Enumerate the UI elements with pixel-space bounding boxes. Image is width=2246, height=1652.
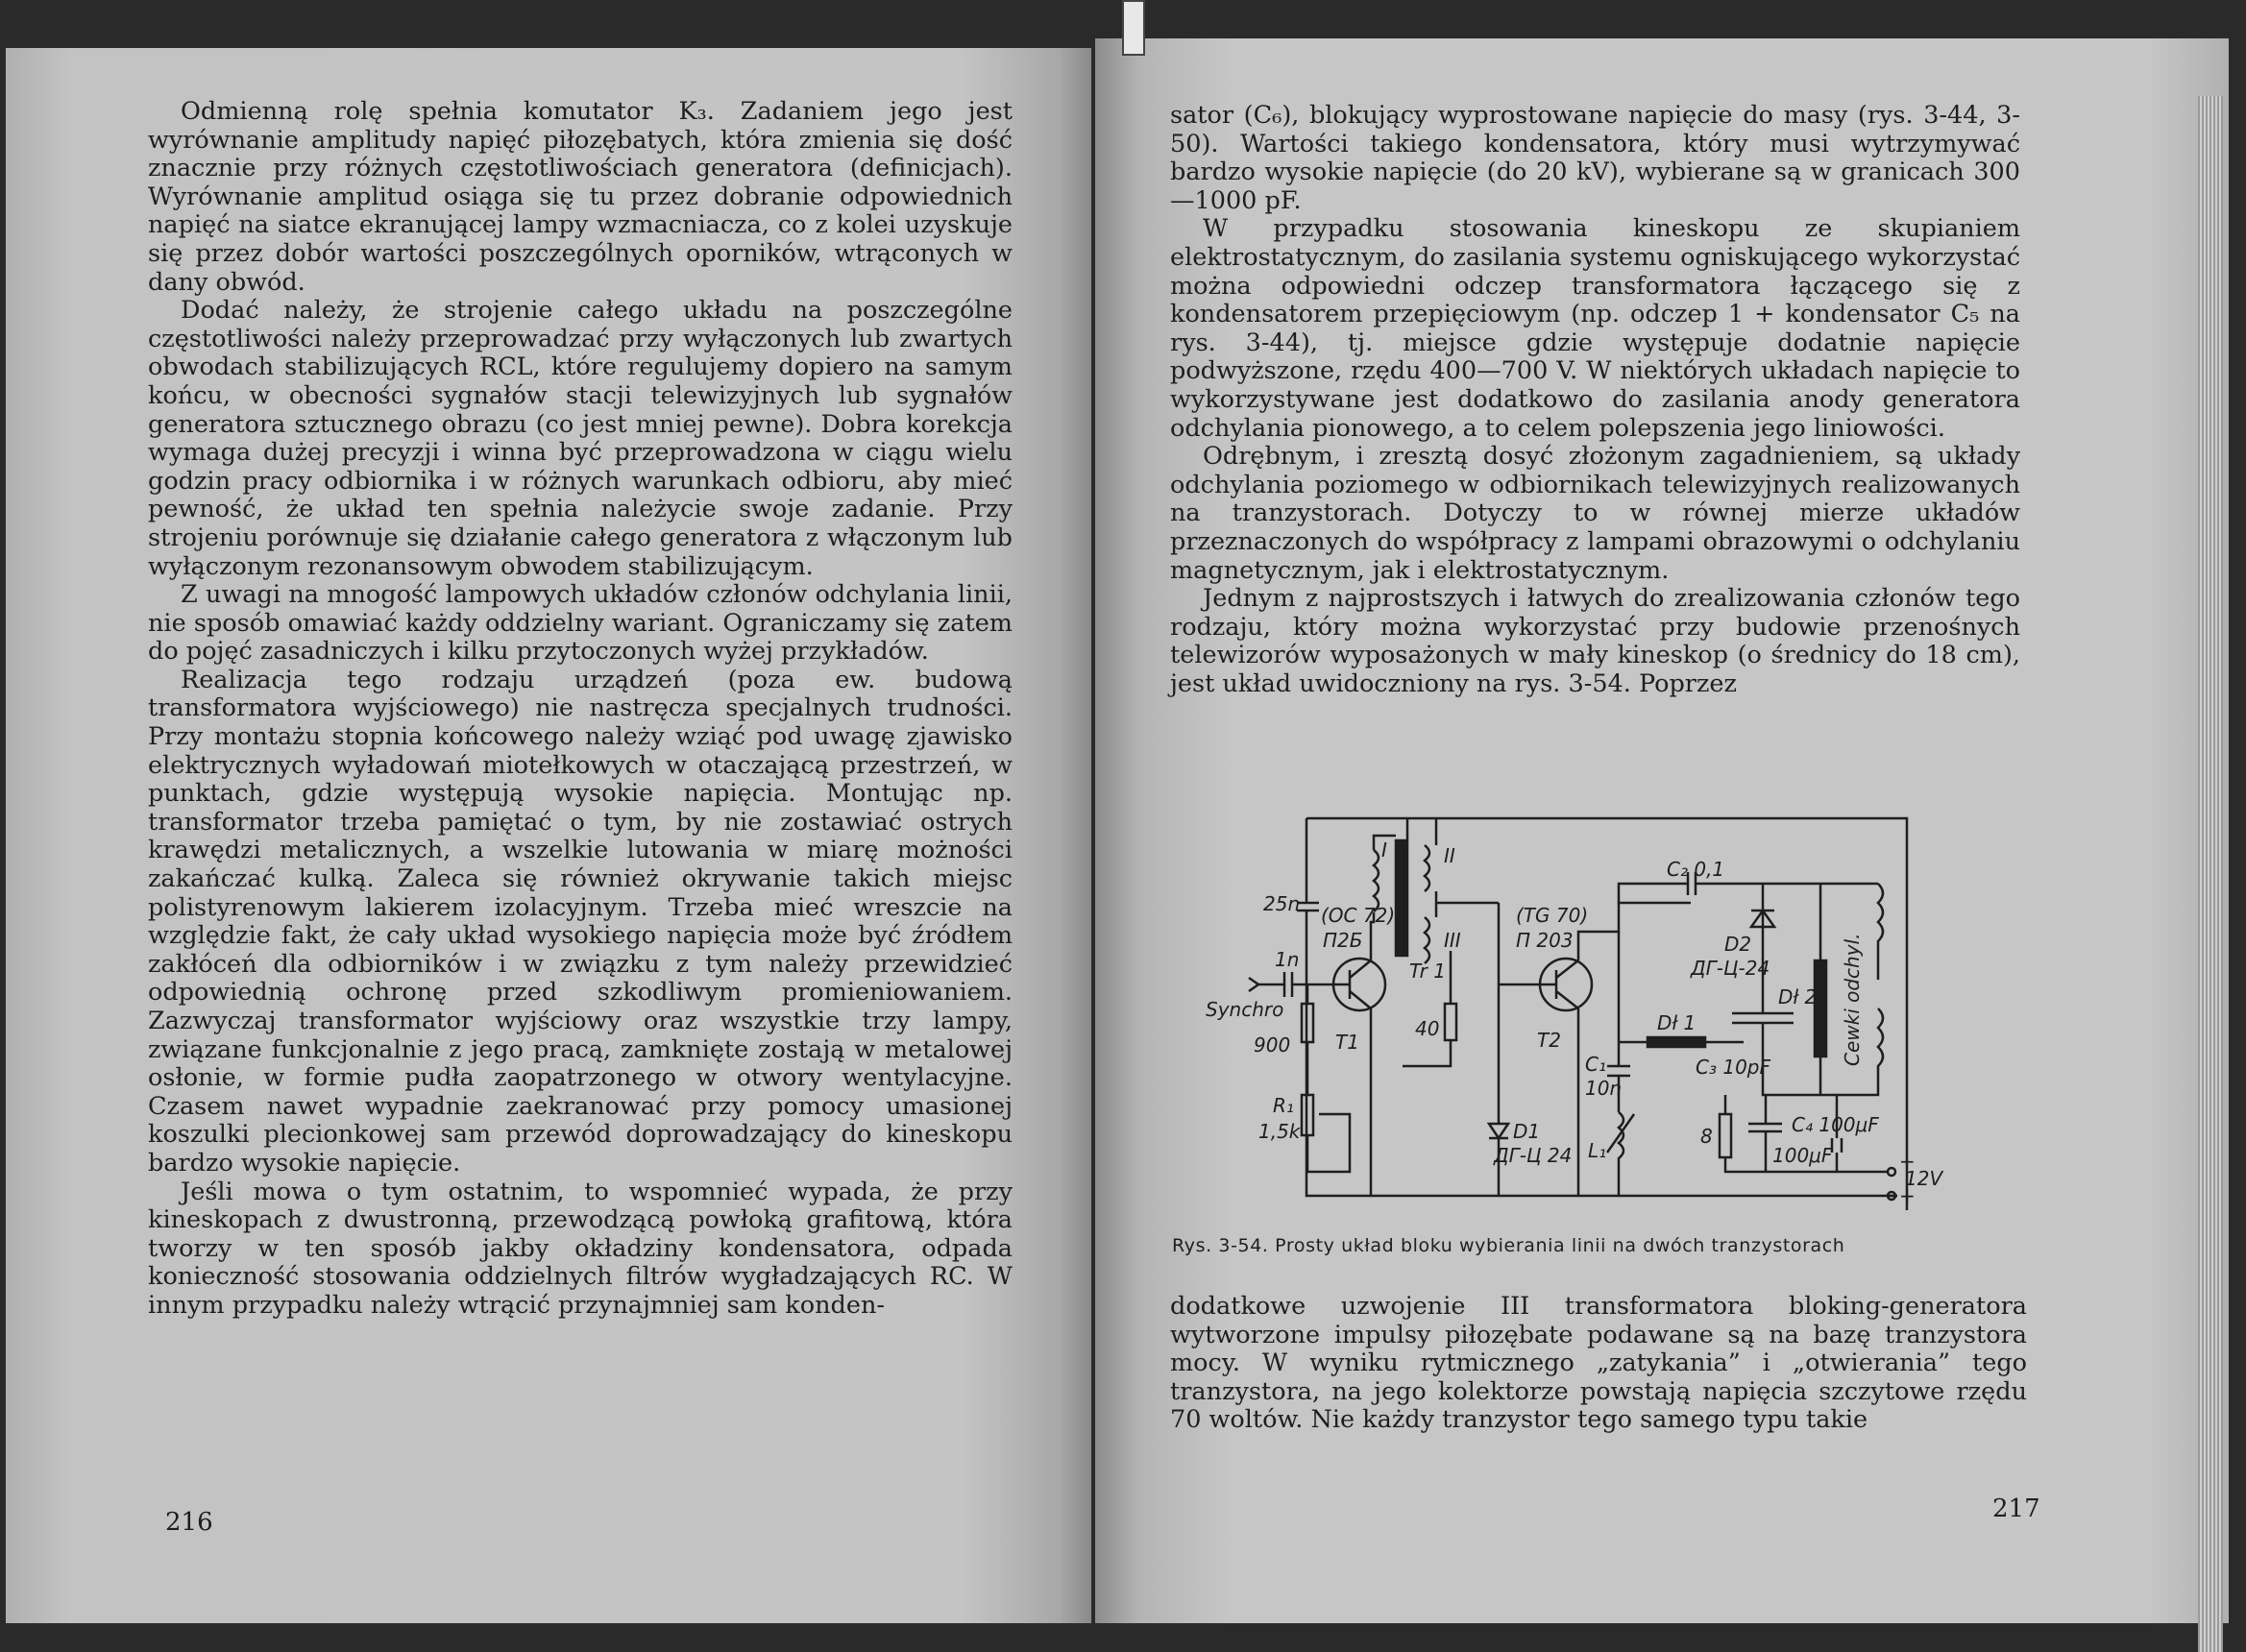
paragraph: dodatkowe uzwojenie III transformatora bloking-generatora wytworzone impulsy piłozębate podawane są na bazę tranzystora mocy. W wyniku rytmicznego „zatykania” i „otwierania” tego tranzystora, na jego kolektorze powstają napięcia szczytowe rzędu 70 woltów. Nie każdy tranzystor tego samego typu takie (1170, 1292, 2027, 1435)
paragraph: Odmienną rolę spełnia komutator K₃. Zadaniem jego jest wyrównanie amplitudy napięć piłozębatych, która zmienia się dość znacznie przy różnych częstotliwościach generatora (definicjach). Wyrównanie amplitud osiąga się tu przez dobranie odpowiednich napięć na siatce ekranującej lampy wzmacniacza, co z kolei uzyskuje się przez dobór wartości poszczególnych oporników, wtrąconych w dany obwód. (148, 97, 1013, 297)
c1n-capacitor (1258, 972, 1326, 997)
choke-dl2 (1815, 960, 1826, 1057)
label-synchro: Synchro (1206, 998, 1284, 1021)
label-c4: C₄ 100μF (1792, 1113, 1879, 1136)
label-plus: + (1899, 1184, 1916, 1207)
label-tr1: Tr 1 (1409, 960, 1446, 983)
t2-leads (1499, 960, 1578, 1008)
choke-dl1 (1648, 1037, 1705, 1047)
bookmark-tab (1122, 0, 1145, 56)
label-minus: − (1899, 1150, 1916, 1173)
l1-adjust (1607, 1114, 1634, 1153)
deflection-coil-top (1878, 884, 1883, 980)
transformer-core (1396, 840, 1407, 956)
label-t1-code: П2Б (1323, 929, 1363, 952)
coil-l1 (1619, 1112, 1623, 1196)
label-c25n: 25n (1263, 892, 1301, 915)
synchro-input-arrow (1249, 978, 1258, 991)
label-d2-type: ДГ-Ц-24 (1691, 957, 1770, 980)
page-number-left: 216 (165, 1508, 213, 1537)
label-dl2: Dł 2 (1778, 985, 1818, 1008)
paragraph: Jednym z najprostszych i łatwych do zrealizowania członów tego rodzaju, który można wykorzystać przy budowie przenośnych telewizorów wyposażonych w mały kineskop (o średnicy do 18 cm), jest układ uwidoczniony na rys. 3-54. Poprzez (1170, 584, 2020, 698)
label-c2: C₂ 0,1 (1667, 858, 1725, 881)
c2-capacitor (1619, 872, 1878, 903)
supply-minus-terminal (1888, 1168, 1895, 1176)
t2-collector-wire (1578, 903, 1691, 960)
winding-i (1374, 850, 1379, 911)
winding-ii (1425, 845, 1429, 891)
right-page-text-top (1170, 102, 2020, 698)
label-c1: C₁ (1585, 1053, 1606, 1076)
label-t2: T2 (1537, 1029, 1561, 1052)
paragraph: Jeśli mowa o tym ostatnim, to wspomnieć wypada, że przy kineskopach z dwustronną, przewodzącą powłoką grafitową, która tworzy w ten sposób jakby okładziny kondensatora, odpada konieczność stosowania oddzielnych filtrów wygładzających RC. W innym przypadku należy wtrącić przynajmniej sam konden- (148, 1177, 1013, 1320)
left-page-text (148, 98, 1013, 1321)
label-t2-type: (TG 70) (1516, 904, 1589, 927)
label-dl1: Dł 1 (1657, 1011, 1697, 1034)
paragraph: W przypadku stosowania kineskopu ze skupianiem elektrostatycznym, do zasilania systemu ogniskującego wykorzystać można odpowiedni odczep transformatora łączącego się z kondensatorem przepięciowym (np. odczep 1 + kondensator C₅ na rys. 3-44), tj. miejsce gdzie występuje dodatnie napięcie podwyższone, rzędu 400—700 V. W niektórych układach napięcie to wykorzystywane jest dodatkowo do zasilania anody generatora odchylania pionowego, a to celem polepszenia jego liniowości. (1170, 214, 2020, 443)
label-winding-i: I (1381, 838, 1387, 862)
paragraph: Odrębnym, i zresztą dosyć złożonym zagadnieniem, są układy odchylania poziomego w odbiornikach telewizyjnych realizowanych na tranzystorach. Dotyczy to w równej mierze układów przeznaczonych do współpracy z lampami obrazowymi o odchylaniu magnetycznym, jak i elektrostatycznym. (1170, 442, 2020, 585)
page-number-right: 217 (1992, 1494, 2040, 1523)
label-d1: D1 (1513, 1120, 1541, 1143)
label-t1: T1 (1335, 1031, 1359, 1054)
label-t1-type: (ОС 72) (1321, 904, 1396, 927)
c25n-capacitor (1297, 903, 1319, 911)
winding-iii (1425, 917, 1429, 963)
t1-leads (1326, 960, 1371, 1008)
label-r1-value: 1,5k (1258, 1120, 1301, 1143)
paragraph: Z uwagi na mnogość lampowych układów członów odchylania linii, nie sposób omawiać każdy oddzielny wariant. Ograniczamy się zatem do pojęć zasadniczych i kilku przytoczonych wyżej przykładów. (148, 580, 1013, 667)
label-12v: 12V (1905, 1167, 1943, 1190)
paragraph: Realizacja tego rodzaju urządzeń (poza ew. budową transformatora wyjściowego) nie nastręcza specjalnych trudności. Przy montażu stopnia końcowego należy wziąć pod uwagę zjawisko elektrycznych wyładowań miotełkowych w otaczającą przestrzeń, w punktach, gdzie występują wysokie napięcia. Montując np. transformator trzeba pamiętać o tym, by nie zostawiać ostrych krawędzi metalicznych, a wszelkie lutowania w miarę możności zakańczać kulką. Zaleca się również okrywanie takich miejsc polistyrenowym lakierem izolacyjnym. Trzeba mieć wreszcie na względzie fakt, że cały układ wysokiego napięcia może być źródłem zakłóceń dla odbiorników i w związku z tym należy przewidzieć odpowiednią ochronę przed szkodliwym promieniowaniem. Zazwyczaj transformator wyjściowy oraz wszystkie trzy lampy, związane funkcjonalnie z jego pracą, zamknięte zostają w metalowej osłonie, w formie pudła zaopatrzonego w otwory wentylacyjne. Czasem nawet wypadnie zaekranować przy pomocy umasionej koszulki plecionkowej sam przewód doprowadzający do kineskopu bardzo wysokie napięcie. (148, 665, 1013, 1178)
label-deflection-coils: Cewki odchyl. (1841, 933, 1864, 1066)
circuit-diagram (1206, 807, 1993, 1215)
page-edges (2198, 96, 2223, 1652)
paragraph: sator (C₆), blokujący wyprostowane napięcie do masy (rys. 3-44, 3-50). Wartości takiego kondensatora, który musi wytrzymywać bardzo wysokie napięcie (do 20 kV), wybierane są w granicach 300—1000 pF. (1170, 101, 2020, 215)
diode-d2 (1751, 884, 1774, 1013)
label-r8: 8 (1700, 1125, 1713, 1148)
label-l1: L₁ (1588, 1139, 1607, 1162)
c3-capacitor (1732, 1013, 1794, 1052)
label-c100: 100μF (1772, 1144, 1833, 1167)
label-t2-code: П 203 (1516, 929, 1574, 952)
label-c1n: 1n (1275, 948, 1300, 971)
label-winding-iii: III (1444, 929, 1461, 952)
paragraph: Dodać należy, że strojenie całego układu na poszczególne częstotliwości należy przeprowadzać przy wyłączonych lub zwartych obwodach stabilizujących RCL, które regulujemy dopiero na samym końcu, w obecności sygnałów stacji telewizyjnych lub sygnałów generatora sztucznego obrazu (co jest mniej pewne). Dobra korekcja wymaga dużej precyzji i winna być przeprowadzona w ciągu wielu godzin pracy odbiornika i w różnych warunkach odbioru, aby mieć pewność, że układ ten spełnia należycie swoje zadanie. Przy strojeniu porównuje się działanie całego generatora z włączonym lub wyłączonym rezonansowym obwodem stabilizującym. (148, 296, 1013, 581)
label-winding-ii: II (1444, 844, 1455, 867)
label-r900: 900 (1254, 1033, 1291, 1057)
label-d1-type: ДГ-Ц 24 (1494, 1144, 1573, 1167)
r40-resistor (1445, 1004, 1456, 1040)
label-c3: C₃ 10pF (1696, 1056, 1770, 1079)
label-r1: R₁ (1273, 1094, 1294, 1117)
r8-resistor (1720, 1114, 1731, 1157)
label-d2: D2 (1724, 933, 1752, 956)
right-page-text-bottom (1170, 1293, 2027, 1435)
figure-caption: Rys. 3-54. Prosty układ bloku wybierania linii na dwóch tranzystorach (1172, 1235, 1845, 1256)
label-r40: 40 (1415, 1017, 1440, 1040)
label-c1-value: 10n (1585, 1077, 1623, 1100)
